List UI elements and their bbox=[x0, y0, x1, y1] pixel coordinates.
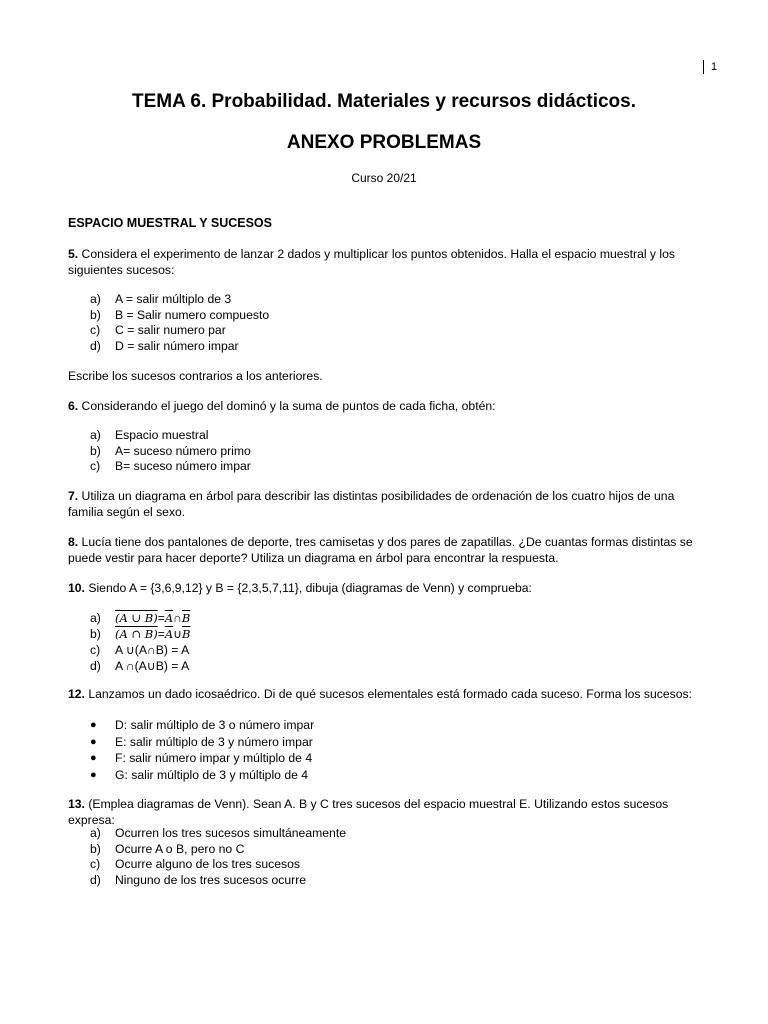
problem-5-followup: Escribe los sucesos contrarios a los anteriores. bbox=[68, 369, 323, 383]
problem-6-text: Considerando el juego del dominó y la suma de puntos de cada ficha, obtén: bbox=[78, 399, 496, 413]
problem-7-text: Utiliza un diagrama en árbol para describir las distintas posibilidades de ordenación de los cuatro hijos de una familia según el sexo. bbox=[68, 489, 675, 519]
problem-6 bbox=[68, 398, 708, 414]
list-item: c) C = salir numero par bbox=[90, 323, 226, 337]
list-item: a) A = salir múltiplo de 3 bbox=[90, 292, 232, 306]
section-title: ESPACIO MUESTRAL Y SUCESOS bbox=[68, 216, 272, 230]
problem-13-text: (Emplea diagramas de Venn). Sean A. B y C tres sucesos del espacio muestral E. Utilizando estos sucesos expresa: bbox=[68, 797, 669, 827]
problem-12-number: 12. bbox=[68, 687, 85, 701]
list-item: b) (A ∩ B) = $\overline{A}$ ∪ $\overline{B}$ bbox=[90, 627, 191, 641]
problem-5-number: 5. bbox=[68, 247, 79, 261]
list-item: ● D: salir múltiplo de 3 o número impar bbox=[90, 718, 315, 732]
problem-12-text: Lanzamos un dado icosaédrico. Di de qué sucesos elementales está formado cada suceso. Forma los sucesos: bbox=[84, 687, 692, 701]
list-item: a) Espacio muestral bbox=[90, 428, 209, 442]
problem-10 bbox=[68, 580, 708, 596]
problem-10-text: Siendo A = {3,6,9,12} y B = {2,3,5,7,11}, dibuja (diagramas de Venn) y comprueba: bbox=[84, 581, 532, 595]
list-item: d) Ninguno de los tres sucesos ocurre bbox=[90, 872, 307, 887]
problem-10-list bbox=[90, 610, 191, 674]
bullet-icon: ● bbox=[90, 719, 97, 731]
problem-8 bbox=[68, 534, 708, 566]
list-item: c) A ∪(A∩B) = A bbox=[90, 643, 190, 657]
document-subtitle: ANEXO PROBLEMAS bbox=[286, 132, 482, 153]
page-number bbox=[703, 60, 717, 74]
list-item: ● F: salir número impar y múltiplo de 4 bbox=[90, 751, 313, 765]
list-item: ● E: salir múltiplo de 3 y número impar bbox=[90, 734, 313, 749]
list-item: c) Ocurre alguno de los tres sucesos bbox=[90, 857, 300, 871]
bullet-icon: ● bbox=[90, 768, 97, 781]
problem-5-list bbox=[90, 292, 269, 354]
formula-left: (A ∪ B) bbox=[115, 611, 158, 625]
list-item: ● G: salir múltiplo de 3 y múltiplo de 4 bbox=[90, 767, 309, 782]
formula-left: (A ∩ B) bbox=[115, 627, 158, 641]
page-number-value: 1 bbox=[711, 61, 718, 73]
problem-5-text: Considera el experimento de lanzar 2 dados y multiplicar los puntos obtenidos. Halla el espacio muestral y los siguientes sucesos: bbox=[68, 247, 675, 277]
bullet-icon: ● bbox=[90, 752, 97, 764]
problem-8-text: Lucía tiene dos pantalones de deporte, tres camisetas y dos pares de zapatillas. ¿De cuantas formas distintas se puede vestir para hacer deporte? Utiliza un diagrama en árbol para encontrar la respuesta. bbox=[68, 535, 693, 565]
problem-13-number: 13. bbox=[68, 797, 85, 811]
problem-8-number: 8. bbox=[68, 535, 79, 549]
problem-13 bbox=[68, 796, 708, 828]
bullet-icon: ● bbox=[90, 735, 97, 748]
problem-7 bbox=[68, 488, 708, 520]
list-item: d) D = salir número impar bbox=[90, 338, 239, 353]
list-item: b) Ocurre A o B, pero no C bbox=[90, 841, 245, 856]
problem-7-number: 7. bbox=[68, 489, 79, 503]
list-item: a) (A ∪ B) = $\overline{A}$ ∩ $\overline{B}$ bbox=[90, 611, 191, 625]
problem-13-list bbox=[90, 826, 346, 888]
problem-12 bbox=[68, 686, 708, 702]
list-item: b) A= suceso número primo bbox=[90, 443, 251, 458]
document-title: TEMA 6. Probabilidad. Materiales y recursos didácticos. bbox=[131, 91, 636, 112]
problem-10-number: 10. bbox=[68, 581, 85, 595]
page-number-divider bbox=[703, 60, 704, 74]
list-item: a) Ocurren los tres sucesos simultáneamente bbox=[90, 826, 346, 840]
problem-5 bbox=[68, 246, 708, 278]
list-item: c) B= suceso número impar bbox=[90, 459, 251, 473]
list-item: b) B = Salir numero compuesto bbox=[90, 307, 270, 322]
list-item: d) A ∩(A∪B) = A bbox=[90, 659, 190, 673]
problem-12-list bbox=[90, 717, 314, 783]
course-label: Curso 20/21 bbox=[351, 171, 417, 185]
problem-6-number: 6. bbox=[68, 399, 79, 413]
problem-6-list bbox=[90, 428, 251, 475]
